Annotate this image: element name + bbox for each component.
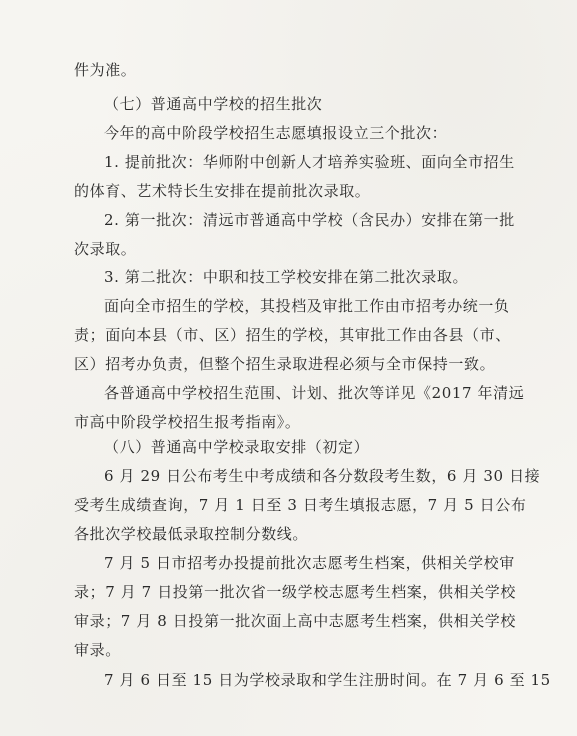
- text-line: 今年的高中阶段学校招生志愿填报设立三个批次：: [104, 124, 448, 142]
- text-line: 面向全市招生的学校，其投档及审批工作由市招考办统一负: [104, 297, 510, 315]
- section-heading: （八）普通高中学校录取安排（初定）: [104, 438, 370, 456]
- text-line: 1. 提前批次：华师附中创新人才培养实验班、面向全市招生: [104, 153, 515, 171]
- text-line: 7 月 6 日至 15 日为学校录取和学生注册时间。在 7 月 6 至 15: [104, 671, 551, 689]
- text-line: 受考生成绩查询，7 月 1 日至 3 日考生填报志愿，7 月 5 日公布: [74, 496, 527, 514]
- text-line: 市高中阶段学校招生报考指南》。: [74, 413, 301, 431]
- text-line: 区）招考办负责，但整个招生录取进程必须与全市保持一致。: [74, 355, 496, 373]
- text-line: 各普通高中学校招生范围、计划、批次等详见《2017 年清远: [104, 384, 525, 402]
- text-line: 件为准。: [74, 61, 137, 79]
- text-line: 各批次学校最低录取控制分数线。: [74, 525, 309, 543]
- section-heading: （七）普通高中学校的招生批次: [104, 95, 323, 113]
- text-line: 录；7 月 7 日投第一批次省一级学校志愿考生档案，供相关学校: [74, 583, 516, 601]
- text-line: 次录取。: [74, 240, 137, 258]
- text-line: 6 月 29 日公布考生中考成绩和各分数段考生数，6 月 30 日接: [104, 467, 541, 485]
- text-line: 3. 第二批次：中职和技工学校安排在第二批次录取。: [104, 268, 469, 286]
- text-line: 7 月 5 日市招考办投提前批次志愿考生档案，供相关学校审: [104, 554, 515, 572]
- text-line: 审录。: [74, 641, 121, 659]
- text-line: 的体育、艺术特长生安排在提前批次录取。: [74, 182, 371, 200]
- text-line: 责；面向本县（市、区）招生的学校，其审批工作由各县（市、: [74, 326, 511, 344]
- text-line: 2. 第一批次：清远市普通高中学校（含民办）安排在第一批: [104, 211, 515, 229]
- text-line: 审录；7 月 8 日投第一批次面上高中志愿考生档案，供相关学校: [74, 612, 516, 630]
